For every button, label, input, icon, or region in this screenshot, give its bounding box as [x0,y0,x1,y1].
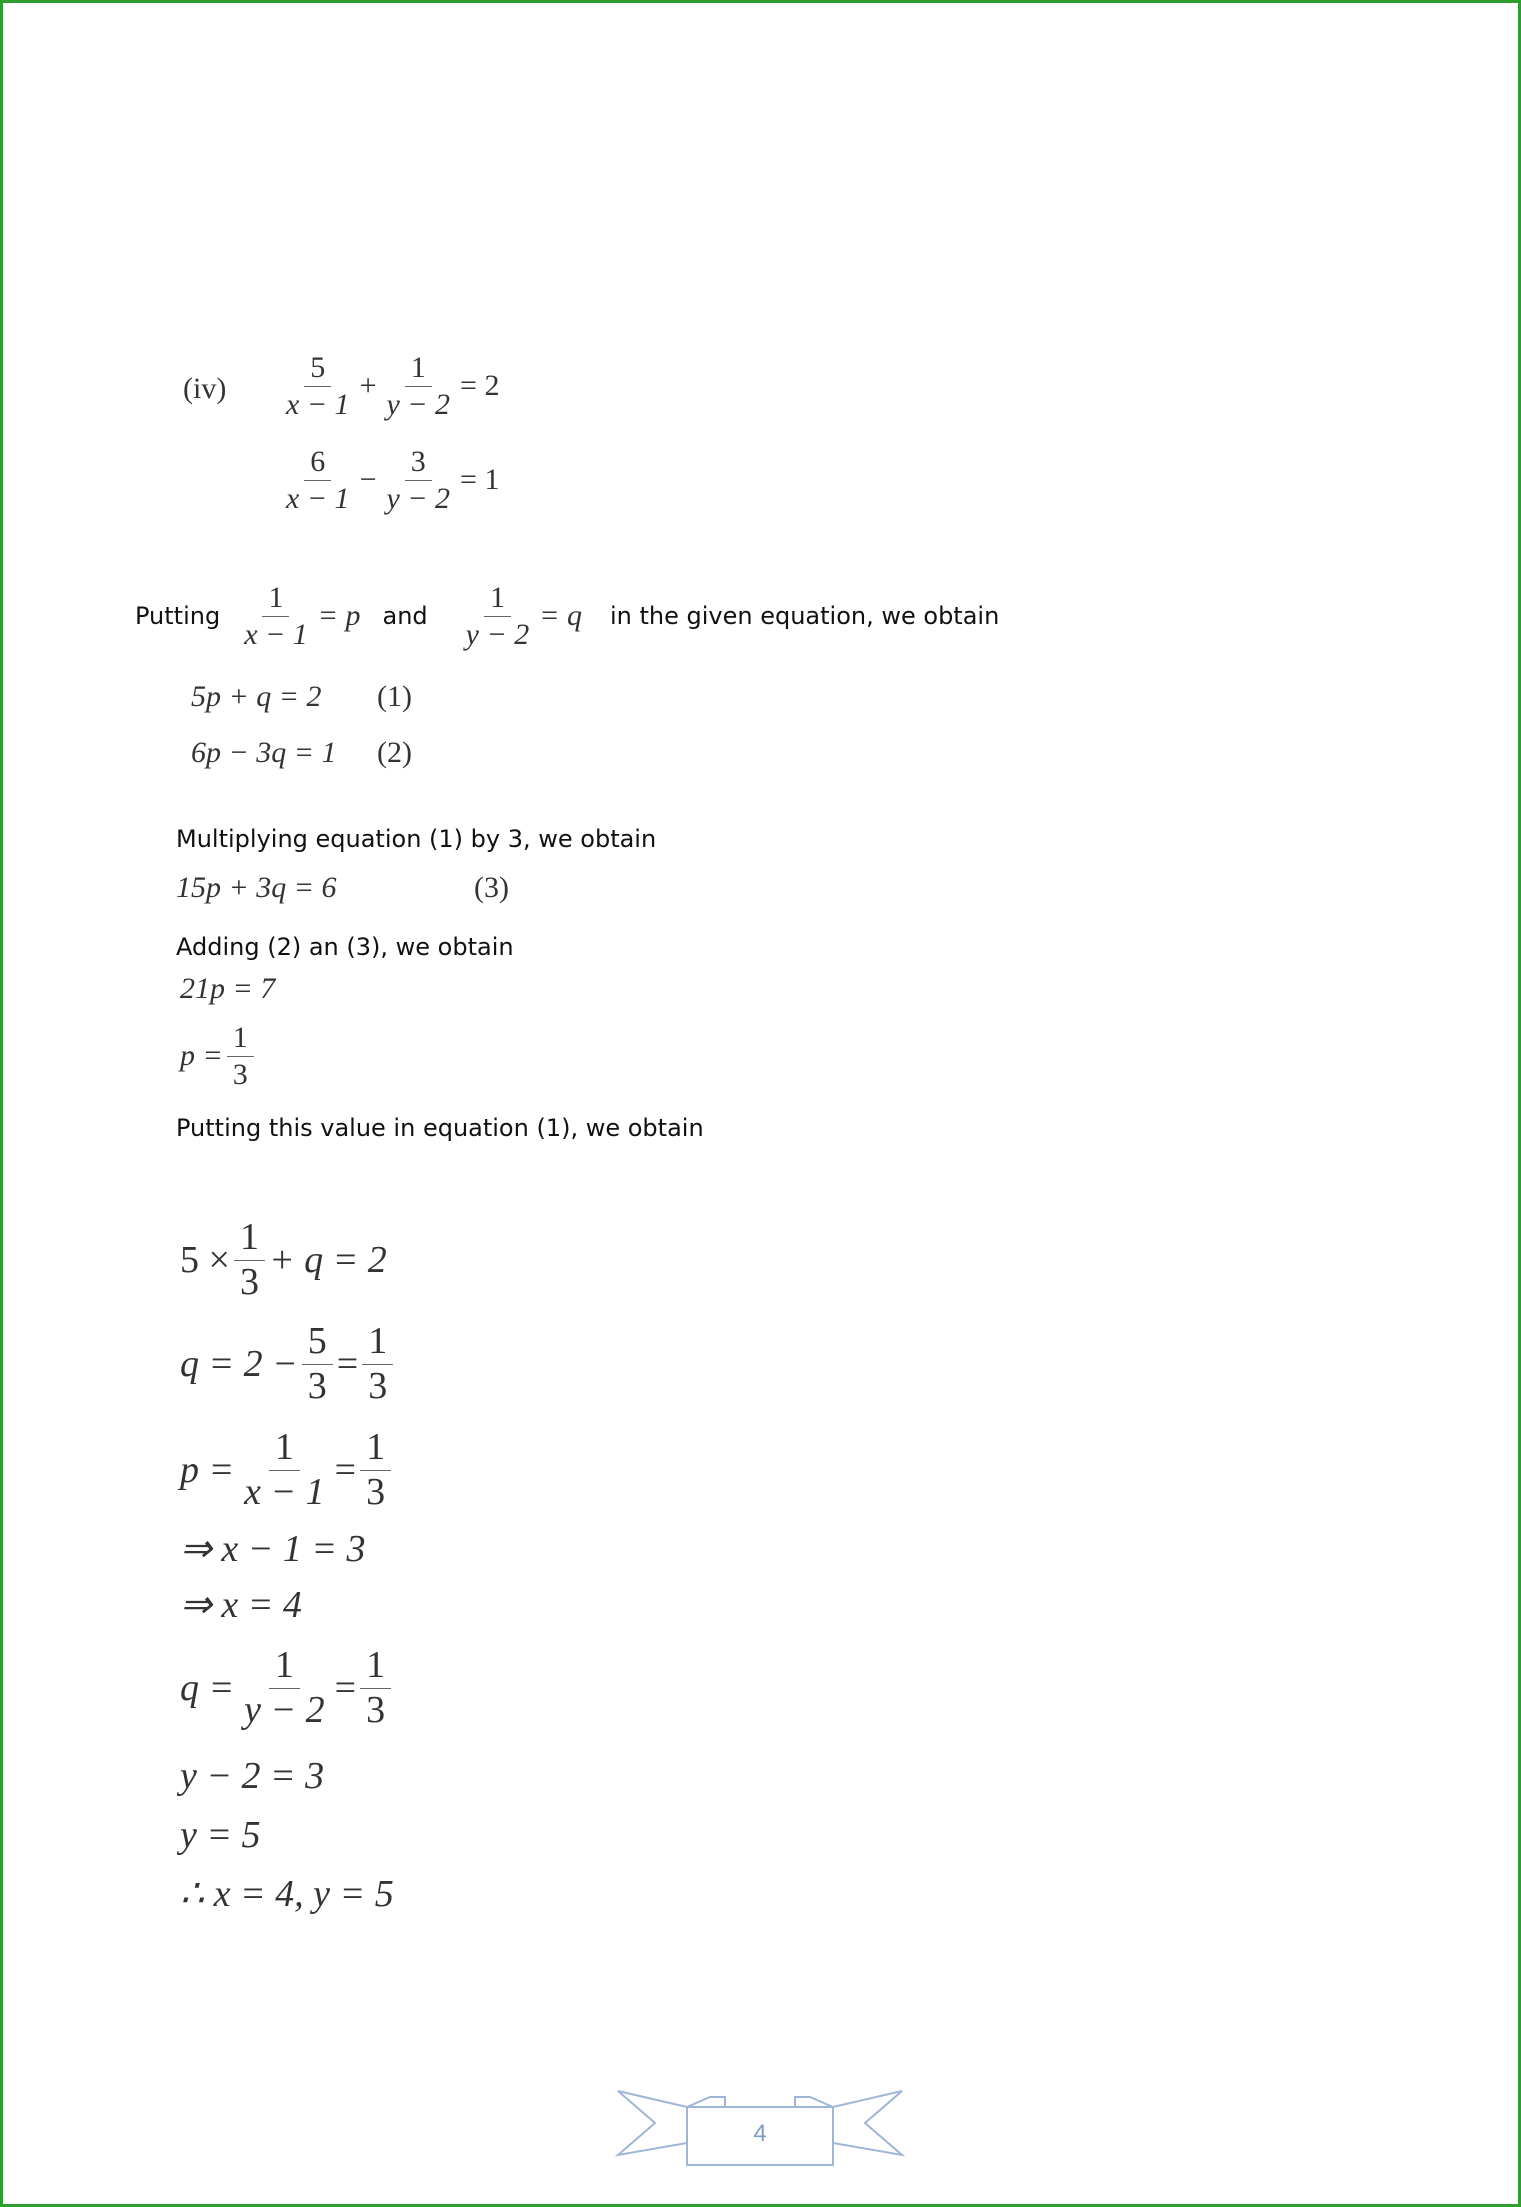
numerator: 1 [269,1428,300,1471]
lhs: p = [180,1449,235,1492]
denominator: 3 [368,1364,388,1407]
equation-tag: (1) [377,680,412,713]
equation-tag: (2) [377,736,412,769]
lhs: 5 × [180,1239,230,1282]
operator: + [359,369,377,402]
numerator: 1 [262,582,289,617]
lhs: q = 2 − [180,1343,298,1386]
solution-line-5: ⇒ x = 4 [180,1584,302,1626]
step-3-text: Putting this value in equation (1), we obtain [176,1114,704,1142]
putting-text: Putting [135,602,221,630]
rhs: + q = 2 [268,1239,387,1282]
step-1-text: Multiplying equation (1) by 3, we obtain [176,825,657,853]
equals: = [334,1449,357,1492]
lhs: p = [180,1039,223,1072]
numerator: 3 [405,446,432,481]
denominator: x − 1 [244,617,308,651]
equation-tag: (3) [474,871,509,904]
denominator: 3 [366,1470,386,1513]
operator: − [359,463,377,496]
solution-line-1 [180,1218,387,1303]
equation-21p: 21p = 7 [180,972,276,1005]
denominator: y − 2 [244,1688,325,1731]
numerator: 6 [304,446,331,481]
numerator: 1 [269,1646,300,1689]
lhs: q = [180,1667,235,1710]
denominator: x − 1 [286,387,350,421]
equation-1 [276,352,499,420]
numerator: 1 [362,1322,393,1365]
problem-label: (iv) [183,372,227,405]
substitution-line [135,582,999,650]
rhs: = 1 [460,463,500,496]
numerator: 5 [302,1322,333,1365]
numerator: 1 [360,1428,391,1471]
step-2-text: Adding (2) an (3), we obtain [176,933,514,961]
numerator: 1 [360,1646,391,1689]
page-number: 4 [753,2120,767,2147]
equation-2-linear: 6p − 3q = 1 [191,736,337,769]
numerator: 1 [234,1218,265,1261]
solution-line-8: y = 5 [180,1814,261,1856]
equation-1-linear: 5p + q = 2 [191,680,322,713]
denominator: 3 [307,1364,327,1407]
denominator: x − 1 [244,1470,325,1513]
equals: = [334,1667,357,1710]
p-definition: = p [317,599,361,632]
substitution-tail: in the given equation, we obtain [609,602,1000,630]
solution-line-2 [180,1322,397,1407]
rhs: = 2 [460,369,500,402]
denominator: x − 1 [286,481,350,515]
solution-line-4: ⇒ x − 1 = 3 [180,1528,366,1570]
q-definition: = q [539,599,582,632]
denominator: y − 2 [386,387,451,421]
solution-line-3 [180,1428,395,1513]
denominator: 3 [232,1057,248,1091]
solution-final-answer: ∴ x = 4, y = 5 [180,1873,394,1915]
equation-3: 15p + 3q = 6 [176,871,337,904]
equation-2 [276,446,499,514]
denominator: y − 2 [465,617,530,651]
numerator: 1 [484,582,511,617]
denominator: y − 2 [386,481,451,515]
numerator: 5 [304,352,331,387]
solution-line-7: y − 2 = 3 [180,1755,325,1797]
solution-line-6 [180,1646,395,1731]
denominator: 3 [239,1260,259,1303]
denominator: 3 [366,1688,386,1731]
and-text: and [382,602,428,630]
equals: = [336,1343,359,1386]
numerator: 1 [405,352,432,387]
p-value [180,1022,258,1090]
numerator: 1 [227,1022,254,1057]
